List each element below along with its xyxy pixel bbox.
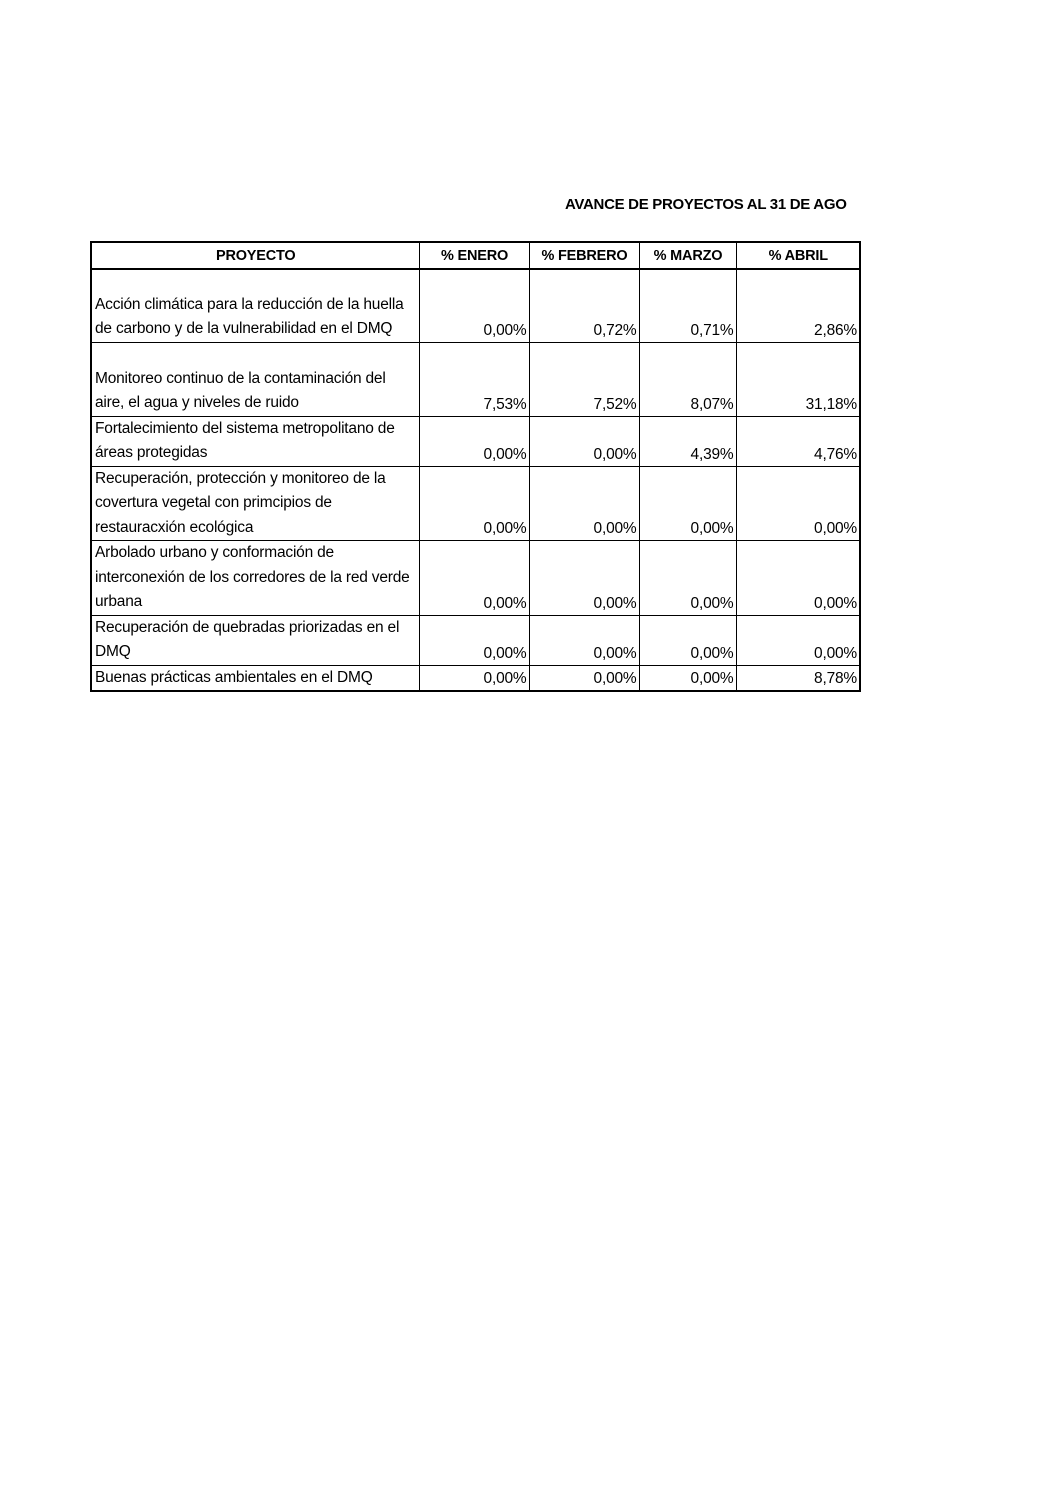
project-progress-table (90, 241, 861, 692)
table-row (91, 615, 860, 665)
table-row (91, 466, 860, 541)
value-febrero: 0,00% (529, 665, 639, 691)
table-row (91, 342, 860, 416)
value-marzo: 0,00% (639, 466, 736, 541)
table-row (91, 665, 860, 691)
value-abril: 0,00% (736, 466, 860, 541)
value-enero: 0,00% (419, 615, 529, 665)
value-febrero: 0,00% (529, 615, 639, 665)
value-abril: 8,78% (736, 665, 860, 691)
project-name: Recuperación de quebradas priorizadas en el DMQ (91, 615, 419, 665)
value-marzo: 0,71% (639, 269, 736, 342)
value-marzo: 0,00% (639, 541, 736, 616)
value-marzo: 4,39% (639, 416, 736, 466)
value-marzo: 8,07% (639, 342, 736, 416)
value-febrero: 7,52% (529, 342, 639, 416)
value-enero: 0,00% (419, 541, 529, 616)
header-enero: % ENERO (419, 242, 529, 269)
table-row (91, 416, 860, 466)
header-marzo: % MARZO (639, 242, 736, 269)
value-enero: 0,00% (419, 466, 529, 541)
value-abril: 0,00% (736, 615, 860, 665)
table-row (91, 269, 860, 342)
project-name: Acción climática para la reducción de la huella de carbono y de la vulnerabilidad en el DMQ (91, 269, 419, 342)
table-row (91, 541, 860, 616)
project-name: Buenas prácticas ambientales en el DMQ (91, 665, 419, 691)
value-abril: 4,76% (736, 416, 860, 466)
value-enero: 0,00% (419, 665, 529, 691)
value-febrero: 0,00% (529, 466, 639, 541)
value-marzo: 0,00% (639, 665, 736, 691)
value-marzo: 0,00% (639, 615, 736, 665)
value-enero: 0,00% (419, 416, 529, 466)
project-name: Monitoreo continuo de la contaminación del aire, el agua y niveles de ruido (91, 342, 419, 416)
header-febrero: % FEBRERO (529, 242, 639, 269)
header-project: PROYECTO (91, 242, 419, 269)
value-abril: 2,86% (736, 269, 860, 342)
document-title: AVANCE DE PROYECTOS AL 31 DE AGO (565, 196, 847, 213)
value-febrero: 0,00% (529, 541, 639, 616)
project-name: Fortalecimiento del sistema metropolitano de áreas protegidas (91, 416, 419, 466)
value-enero: 0,00% (419, 269, 529, 342)
project-name: Recuperación, protección y monitoreo de la covertura vegetal con primcipios de restauracxión ecológica (91, 466, 419, 541)
table-header-row (91, 242, 860, 269)
header-abril: % ABRIL (736, 242, 860, 269)
value-febrero: 0,72% (529, 269, 639, 342)
value-enero: 7,53% (419, 342, 529, 416)
value-abril: 31,18% (736, 342, 860, 416)
value-abril: 0,00% (736, 541, 860, 616)
project-name: Arbolado urbano y conformación de interconexión de los corredores de la red verde urbana (91, 541, 419, 616)
value-febrero: 0,00% (529, 416, 639, 466)
